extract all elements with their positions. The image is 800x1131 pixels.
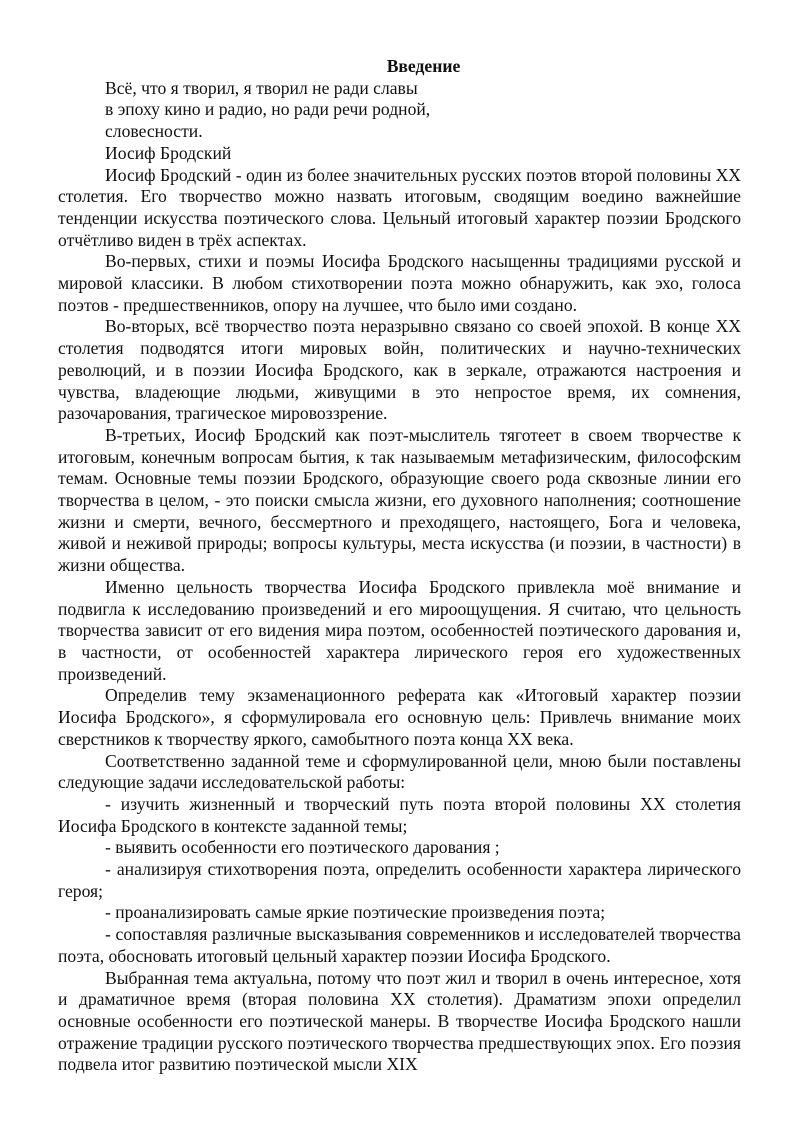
- paragraph-motivation: Именно цельность творчества Иосифа Бродского привлекла моё внимание и подвигла к исследованию произведений и его мироощущения. Я считаю, что цельность творчества зависит от его видения мира поэтом, особенностей поэтического дарования и, в частности, от особенностей характера лирического героя его художественных произведений.: [58, 576, 741, 684]
- epigraph: [58, 78, 741, 165]
- task-list: [58, 794, 741, 968]
- task-item: - изучить жизненный и творческий путь поэта второй половины XX столетия Иосифа Бродского в контексте заданной темы;: [58, 793, 741, 836]
- task-item: - выявить особенности его поэтического дарования ;: [105, 837, 500, 858]
- task-item: - проанализировать самые яркие поэтические произведения поэта;: [105, 902, 606, 923]
- paragraph-intro: Иосиф Бродский - один из более значительных русских поэтов второй половины XX столетия. Его творчество можно назвать итоговым, сводящим воедино важнейшие тенденции искусства поэтического слова. Цельный итоговый характер поэзии Бродского отчётливо виден в трёх аспектах.: [58, 164, 741, 250]
- paragraph-goal: Определив тему экзаменационного реферата как «Итоговый характер поэзии Иосифа Бродского», я сформулировала его основную цель: Привлечь внимание моих сверстников к творчеству яркого, самобытного поэта конца XX века.: [58, 685, 741, 749]
- task-item: - сопоставляя различные высказывания современников и исследователей творчества поэта, обосновать итоговый цельный характер поэзии Иосифа Бродского.: [58, 924, 741, 966]
- paragraph-tasks-intro: Соответственно заданной теме и сформулированной цели, мною были поставлены следующие задачи исследовательской работы:: [58, 750, 741, 793]
- epigraph-line: Всё, что я творил, я творил не ради славы: [105, 77, 418, 98]
- task-item: - анализируя стихотворения поэта, определить особенности характера лирического героя;: [58, 859, 741, 901]
- paragraph-first-aspect: Во-первых, стихи и поэмы Иосифа Бродского насыщенны традициями русской и мировой классики. В любом стихотворении поэта можно обнаружить, как эхо, голоса поэтов - предшественников, опору на лучшее, что было ими создано.: [58, 251, 741, 315]
- document-page: [58, 56, 741, 1076]
- paragraph-relevance: Выбранная тема актуальна, потому что поэт жил и творил в очень интересное, хотя и драматичное время (вторая половина XX столетия). Драматизм эпохи определил основные особенности его поэтической манеры. В творчестве Иосифа Бродского нашли отражение традиции русского поэтического творчества предшествующих эпох. Его поэзия подвела итог развитию поэтической мысли XIX: [58, 967, 741, 1075]
- paragraph-second-aspect: Во-вторых, всё творчество поэта неразрывно связано со своей эпохой. В конце XX столетия подводятся итоги мировых войн, политических и научно-технических революций, и в поэзии Иосифа Бродского, как в зеркале, отражаются настроения и чувства, владеющие людьми, живущими в это непростое время, их сомнения, разочарования, трагическое мировоззрение.: [58, 316, 741, 424]
- paragraph-third-aspect: В-третьих, Иосиф Бродский как поэт-мыслитель тяготеет в своем творчестве к итоговым, конечным вопросам бытия, к так называемым метафизическим, философским темам. Основные темы поэзии Бродского, образующие своего рода сквозные линии его творчества в целом, - это поиски смысла жизни, его духовного наполнения; соотношение жизни и смерти, вечного, бессмертного и преходящего, настоящего, Бога и человека, живой и неживой природы; вопросы культуры, места искусства (и поэзии, в частности) в жизни общества.: [58, 424, 741, 576]
- epigraph-line: в эпоху кино и радио, но ради речи родной,: [105, 99, 431, 120]
- epigraph-author: Иосиф Бродский: [105, 142, 232, 163]
- document-title: Введение: [386, 56, 461, 76]
- epigraph-line: словесности.: [105, 121, 203, 142]
